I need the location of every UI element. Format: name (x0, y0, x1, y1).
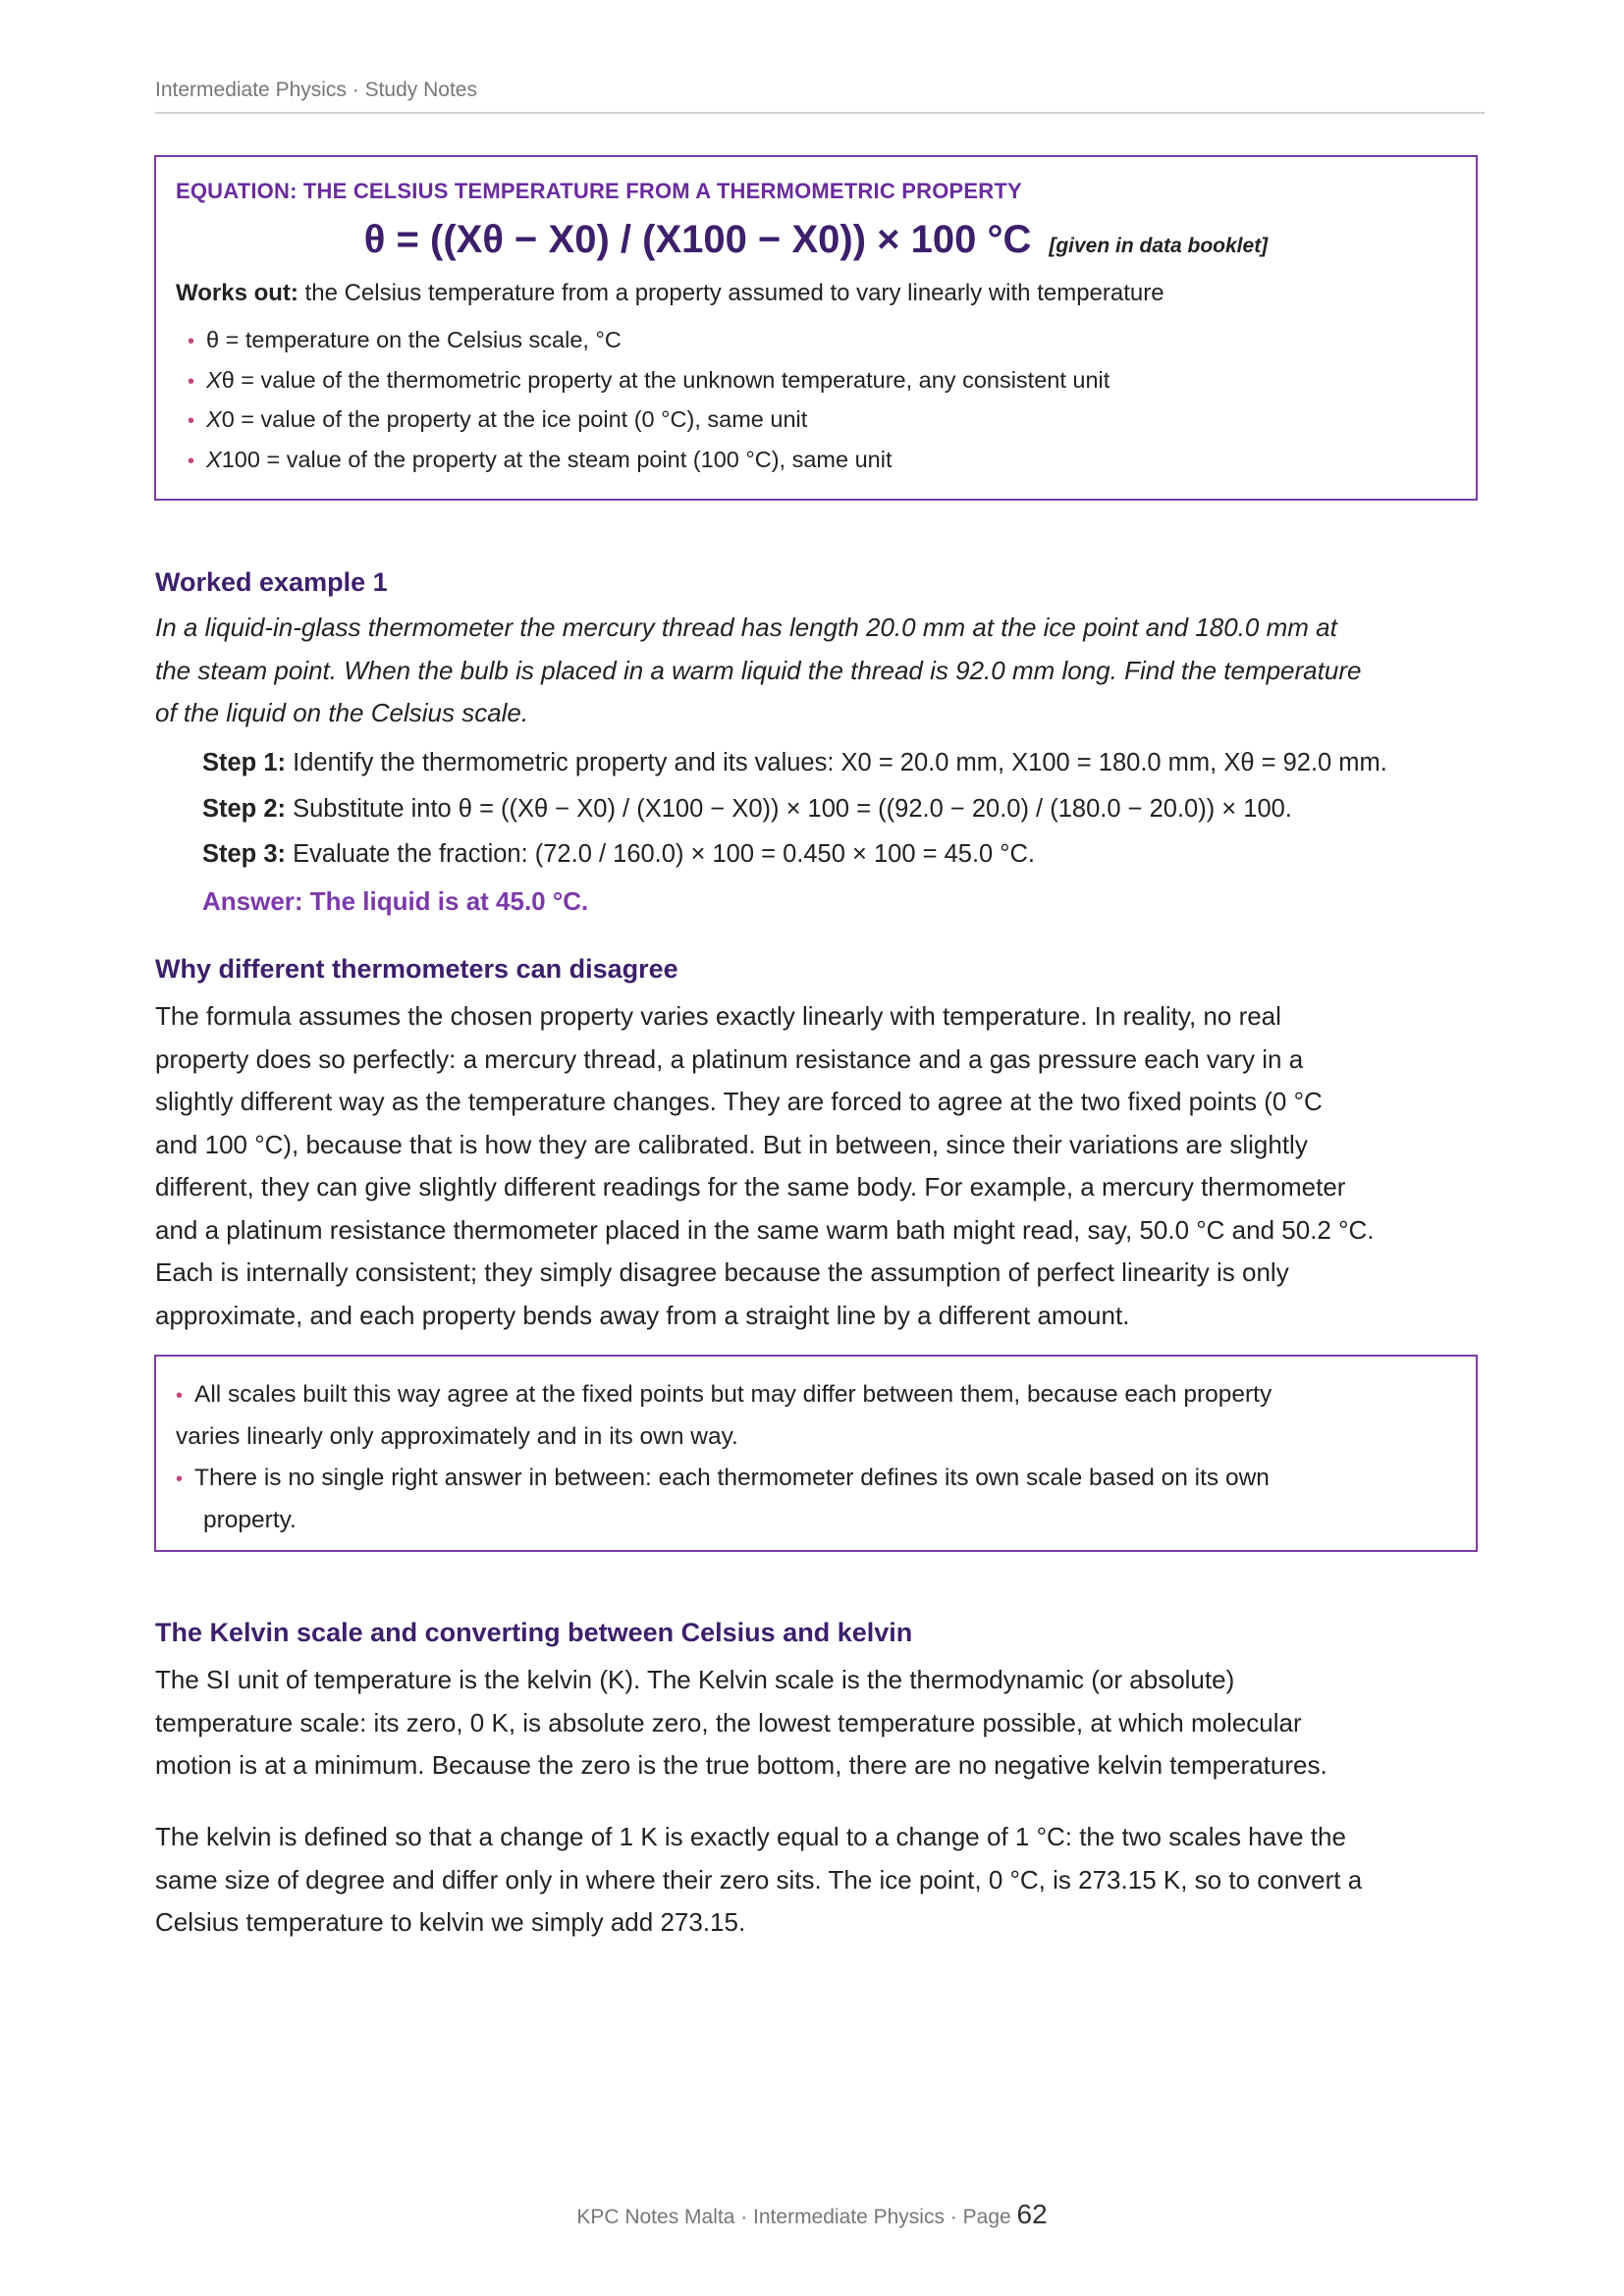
key-point-continuation: property. (203, 1507, 297, 1533)
bullet-icon: • (188, 370, 195, 393)
footer-text: KPC Notes Malta · Intermediate Physics · Page (576, 2206, 1017, 2228)
step-3: Step 3: Evaluate the fraction: (72.0 / 160.0) × 100 = 0.450 × 100 = 45.0 °C. (202, 840, 1036, 868)
page-footer (0, 2199, 1624, 2230)
step-2: Step 2: Substitute into θ = ((Xθ − X0) / (X100 − X0)) × 100 = ((92.0 − 20.0) / (180.0 − 20.0)) × 100. (202, 795, 1292, 823)
page-number: 62 (1016, 2199, 1048, 2229)
bullet-icon: • (176, 1385, 184, 1407)
equation-formula: θ = ((Xθ − X0) / (X100 − X0)) × 100 °C (363, 218, 1032, 261)
step-1: Step 1: Identify the thermometric property and its values: X0 = 20.0 mm, X100 = 180.0 mm, Xθ = 92.0 mm. (202, 749, 1387, 776)
works-out (176, 280, 1456, 307)
works-out-label: Works out: (176, 280, 298, 306)
works-out-text: the Celsius temperature from a property assumed to vary linearly with temperature (298, 280, 1164, 306)
definition-item: • θ = temperature on the Celsius scale, °C (188, 327, 622, 352)
definition-list (176, 321, 1456, 480)
key-point-continuation: varies linearly only approximately and in its own way. (176, 1423, 738, 1450)
bullet-icon: • (188, 410, 195, 432)
bullet-icon: • (188, 450, 195, 472)
worked-example-heading: Worked example 1 (155, 567, 388, 597)
key-points-box (154, 1355, 1478, 1552)
disagree-heading: Why different thermometers can disagree (155, 954, 678, 984)
key-point-item: • There is no single right answer in between: each thermometer defines its own scale based on its own (176, 1465, 1270, 1491)
equation-note: [given in data booklet] (1049, 235, 1269, 257)
key-point-item: • All scales built this way agree at the fixed points but may differ between them, because each property (176, 1381, 1272, 1408)
equation-line (176, 218, 1456, 262)
worked-example-question: In a liquid-in-glass thermometer the mercury thread has length 20.0 mm at the ice point and 180.0 mm at the steam point. When the bulb is placed in a warm liquid the thread is 92.0 mm long. Find the temperature of the liquid on the Celsius scale. (155, 613, 1362, 727)
bullet-icon: • (188, 331, 195, 352)
running-header: Intermediate Physics · Study Notes (155, 79, 1485, 114)
equation-heading: EQUATION: THE CELSIUS TEMPERATURE FROM A THERMOMETRIC PROPERTY (176, 179, 1022, 203)
answer: Answer: The liquid is at 45.0 °C. (202, 886, 589, 916)
definition-item: • Xθ = value of the thermometric property at the unknown temperature, any consistent unit (188, 366, 1110, 393)
kelvin-heading: The Kelvin scale and converting between Celsius and kelvin (155, 1618, 913, 1647)
kelvin-paragraph-1: The SI unit of temperature is the kelvin (K). The Kelvin scale is the thermodynamic (or absolute) temperature scale: its zero, 0 K, is absolute zero, the lowest temperature possible, at which molecular motion is at a minimum. Because the zero is the true bottom, there are no negative kelvin temperatures. (155, 1665, 1327, 1780)
disagree-paragraph: The formula assumes the chosen property varies exactly linearly with temperature. In reality, no real property does so perfectly: a mercury thread, a platinum resistance and a gas pressure each vary in a slightly different way as the temperature changes. They are forced to agree at the two fixed points (0 °C and 100 °C), because that is how they are calibrated. But in between, since their variations are slightly different, they can give slightly different readings for the same body. For example, a mercury thermometer and a platinum resistance thermometer placed in the same warm bath might read, say, 50.0 °C and 50.2 °C. Each is internally consistent; they simply disagree because the assumption of perfect linearity is only approximate, and each property bends away from a straight line by a different amount. (155, 1001, 1375, 1330)
definition-item: • X100 = value of the property at the steam point (100 °C), same unit (188, 446, 893, 472)
bullet-icon: • (176, 1468, 184, 1490)
equation-box (154, 155, 1478, 501)
definition-item: • X0 = value of the property at the ice point (0 °C), same unit (188, 406, 808, 432)
kelvin-paragraph-2: The kelvin is defined so that a change of 1 K is exactly equal to a change of 1 °C: the two scales have the same size of degree and differ only in where their zero sits. The ice point, 0 °C, is 273.15 K, so to convert a Celsius temperature to kelvin we simply add 273.15. (155, 1822, 1363, 1937)
